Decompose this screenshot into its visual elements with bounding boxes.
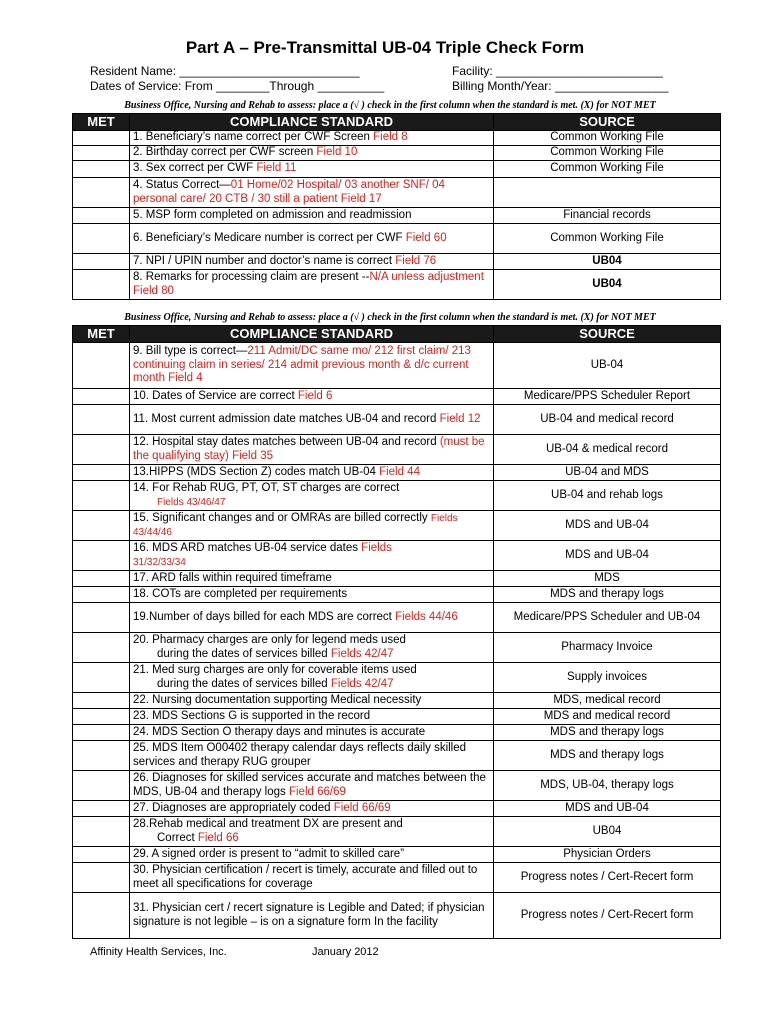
field-reference: Fields — [361, 542, 392, 554]
table-row — [73, 254, 721, 270]
source-header: SOURCE — [494, 326, 721, 343]
standard-text: 27. Diagnoses are appropriately coded — [133, 801, 334, 814]
table-row — [73, 511, 721, 541]
field-reference: Field 44 — [379, 465, 420, 478]
standard-text: 9. Bill type is correct— — [133, 345, 248, 358]
source-cell: Physician Orders — [494, 847, 721, 863]
standard-cell — [130, 725, 494, 741]
standard-text: 24. MDS Section O therapy days and minutes is accurate — [133, 725, 426, 738]
met-checkbox-cell[interactable] — [73, 571, 130, 587]
field-reference: Field 66/69 — [288, 785, 346, 798]
standard-text: 20. Pharmacy charges are only for legend meds used — [133, 634, 406, 646]
table-row — [73, 178, 721, 208]
standard-text: 25. MDS Item O00402 therapy calendar days reflects daily skilled services and therapy RUG grouper — [133, 742, 467, 768]
table-row — [73, 633, 721, 663]
table-row — [73, 224, 721, 254]
met-checkbox-cell[interactable] — [73, 161, 130, 178]
table-row — [73, 389, 721, 405]
field-reference: 01 Home/02 Hospital/ 03 another SNF/ 04 personal care/ 20 CTB / 30 still a patient Field 17 — [133, 179, 445, 205]
standard-text: during the dates of services billed — [157, 647, 331, 660]
met-checkbox-cell[interactable] — [73, 481, 130, 511]
source-cell: UB04 — [494, 270, 721, 300]
standard-cell — [130, 208, 494, 224]
compliance-table-2 — [72, 325, 721, 939]
table-row — [73, 435, 721, 465]
table-row — [73, 146, 721, 161]
met-header: MET — [73, 114, 130, 131]
standard-cell — [130, 801, 494, 817]
standard-text: Correct — [157, 831, 198, 844]
facility-field[interactable]: Facility: _________________________ — [452, 64, 663, 78]
standard-cell — [130, 131, 494, 146]
standard-header: COMPLIANCE STANDARD — [130, 326, 494, 343]
table-row — [73, 270, 721, 300]
standard-text: 16. MDS ARD matches UB-04 service dates — [133, 542, 362, 554]
table-row — [73, 693, 721, 709]
table-row — [73, 771, 721, 801]
footer-date: January 2012 — [312, 946, 379, 958]
table-row — [73, 801, 721, 817]
met-checkbox-cell[interactable] — [73, 208, 130, 224]
source-cell: UB-04 and medical record — [494, 405, 721, 435]
field-reference: Fields 43/44/46 — [133, 513, 458, 538]
met-checkbox-cell[interactable] — [73, 893, 130, 939]
met-checkbox-cell[interactable] — [73, 541, 130, 571]
met-checkbox-cell[interactable] — [73, 254, 130, 270]
standard-cell — [130, 603, 494, 633]
source-cell — [494, 178, 721, 208]
standard-text: 8. Remarks for processing claim are present -- — [133, 271, 370, 283]
standard-cell — [130, 571, 494, 587]
source-cell: MDS and therapy logs — [494, 725, 721, 741]
met-checkbox-cell[interactable] — [73, 178, 130, 208]
met-checkbox-cell[interactable] — [73, 224, 130, 254]
field-reference: Field 10 — [316, 146, 358, 159]
met-checkbox-cell[interactable] — [73, 771, 130, 801]
table-row — [73, 741, 721, 771]
source-cell: Financial records — [494, 208, 721, 224]
source-cell: UB-04 — [494, 343, 721, 389]
field-reference: Field 6 — [297, 389, 333, 402]
met-checkbox-cell[interactable] — [73, 435, 130, 465]
source-cell: Pharmacy Invoice — [494, 633, 721, 663]
field-reference: Fields 44/46 — [395, 610, 458, 623]
met-checkbox-cell[interactable] — [73, 693, 130, 709]
standard-cell — [130, 893, 494, 939]
standard-text: 30. Physician certification / recert is timely, accurate and filled out to meet all specifications for coverage — [133, 864, 478, 890]
source-cell: UB-04 & medical record — [494, 435, 721, 465]
field-reference: Field 76 — [395, 254, 437, 267]
billing-month-field[interactable]: Billing Month/Year: _________________ — [452, 79, 669, 93]
table-row — [73, 405, 721, 435]
field-reference: Field 11 — [256, 162, 297, 175]
field-reference: (must be the qualifying stay) Field 35 — [133, 436, 485, 462]
met-checkbox-cell[interactable] — [73, 801, 130, 817]
standard-cell — [130, 817, 494, 847]
field-reference: 31/32/33/34 — [133, 556, 186, 568]
field-reference: Field 66/69 — [333, 801, 391, 814]
standard-text: 28.Rehab medical and treatment DX are present and — [133, 818, 403, 830]
source-cell: Common Working File — [494, 131, 721, 146]
standard-cell — [130, 224, 494, 254]
table-row — [73, 663, 721, 693]
source-cell: MDS and UB-04 — [494, 801, 721, 817]
met-checkbox-cell[interactable] — [73, 741, 130, 771]
field-reference: Fields 42/47 — [330, 677, 394, 690]
standard-text: 31. Physician cert / recert signature is Legible and Dated; if physician signature is not legible – is on a signature form In the facility — [133, 902, 485, 928]
table-row — [73, 481, 721, 511]
standard-cell — [130, 771, 494, 801]
table-row — [73, 847, 721, 863]
field-reference: 211 Admit/DC same mo/ 212 first claim/ 213 continuing claim in series/ 214 admit previous month & d/c current month Field 4 — [133, 345, 471, 385]
source-cell: MDS, UB-04, therapy logs — [494, 771, 721, 801]
standard-cell — [130, 343, 494, 389]
standard-cell — [130, 663, 494, 693]
standard-text: 23. MDS Sections G is supported in the record — [133, 709, 371, 722]
table-row — [73, 571, 721, 587]
source-cell: Common Working File — [494, 224, 721, 254]
standard-text-continued — [133, 648, 490, 662]
met-checkbox-cell[interactable] — [73, 405, 130, 435]
field-reference: Fields 42/47 — [330, 647, 394, 660]
standard-cell — [130, 146, 494, 161]
table-row — [73, 208, 721, 224]
standard-text: 21. Med surg charges are only for coverable items used — [133, 664, 417, 676]
standard-header: COMPLIANCE STANDARD — [130, 114, 494, 131]
standard-cell — [130, 709, 494, 725]
standard-cell — [130, 863, 494, 893]
standard-text: 11. Most current admission date matches UB-04 and record — [133, 412, 440, 425]
met-checkbox-cell[interactable] — [73, 511, 130, 541]
field-reference: Field 12 — [439, 412, 481, 425]
standard-cell — [130, 465, 494, 481]
standard-cell — [130, 389, 494, 405]
standard-cell — [130, 587, 494, 603]
standard-cell — [130, 741, 494, 771]
standard-text: 17. ARD falls within required timeframe — [133, 571, 332, 584]
resident-name-field[interactable]: Resident Name: ___________________________ — [90, 64, 360, 78]
standard-text: 15. Significant changes and or OMRAs are billed correctly — [133, 512, 431, 524]
source-cell: MDS and therapy logs — [494, 587, 721, 603]
compliance-table-1 — [72, 113, 721, 300]
standard-cell — [130, 405, 494, 435]
field-reference: N/A unless adjustment Field 80 — [133, 271, 484, 297]
standard-text: 5. MSP form completed on admission and readmission — [133, 208, 412, 221]
table-row — [73, 725, 721, 741]
standard-cell — [130, 254, 494, 270]
met-checkbox-cell[interactable] — [73, 343, 130, 389]
standard-text-continued — [133, 832, 490, 846]
standard-text: 14. For Rehab RUG, PT, OT, ST charges are correct — [133, 482, 400, 494]
source-cell: Common Working File — [494, 161, 721, 178]
dates-of-service-field[interactable]: Dates of Service: From ________Through __________ — [90, 79, 385, 93]
footer-company: Affinity Health Services, Inc. — [90, 946, 227, 958]
standard-text: 13.HIPPS (MDS Section Z) codes match UB-04 — [133, 465, 380, 478]
met-checkbox-cell[interactable] — [73, 633, 130, 663]
standard-text: 19.Number of days billed for each MDS are correct — [133, 610, 396, 623]
field-reference: Field 60 — [405, 231, 447, 244]
standard-cell — [130, 511, 494, 541]
standard-text: 12. Hospital stay dates matches between UB-04 and record — [133, 436, 440, 448]
met-header: MET — [73, 326, 130, 343]
met-checkbox-cell[interactable] — [73, 817, 130, 847]
standard-cell — [130, 693, 494, 709]
standard-text: 4. Status Correct— — [133, 179, 231, 191]
met-checkbox-cell[interactable] — [73, 725, 130, 741]
standard-text: 29. A signed order is present to “admit to skilled care” — [133, 847, 405, 860]
standard-cell — [130, 161, 494, 178]
source-cell: MDS and UB-04 — [494, 541, 721, 571]
standard-cell — [130, 435, 494, 465]
source-cell: MDS and UB-04 — [494, 511, 721, 541]
source-header: SOURCE — [494, 114, 721, 131]
standard-cell — [130, 481, 494, 511]
source-cell: UB-04 and rehab logs — [494, 481, 721, 511]
standard-text: 3. Sex correct per CWF — [133, 162, 257, 175]
standard-cell — [130, 178, 494, 208]
table-row — [73, 817, 721, 847]
standard-cell — [130, 541, 494, 571]
met-checkbox-cell[interactable] — [73, 847, 130, 863]
table-row — [73, 863, 721, 893]
standard-cell — [130, 847, 494, 863]
standard-text: 1. Beneficiary’s name correct per CWF Screen — [133, 131, 374, 144]
source-cell: Medicare/PPS Scheduler Report — [494, 389, 721, 405]
table-row — [73, 709, 721, 725]
source-cell: MDS, medical record — [494, 693, 721, 709]
table-row — [73, 161, 721, 178]
field-reference: Fields 43/46/47 — [157, 496, 226, 508]
table-row — [73, 893, 721, 939]
source-cell: Progress notes / Cert-Recert form — [494, 893, 721, 939]
standard-text-continued — [133, 678, 490, 692]
standard-cell — [130, 270, 494, 300]
field-reference: Field 66 — [197, 831, 239, 844]
source-cell: Common Working File — [494, 146, 721, 161]
source-cell: MDS — [494, 571, 721, 587]
source-cell: UB-04 and MDS — [494, 465, 721, 481]
met-checkbox-cell[interactable] — [73, 131, 130, 146]
standard-text: 22. Nursing documentation supporting Medical necessity — [133, 693, 422, 706]
instruction-text-1: Business Office, Nursing and Rehab to assess: place a (√ ) check in the first column when the standard is met. (X) for NOT MET — [124, 100, 656, 111]
met-checkbox-cell[interactable] — [73, 270, 130, 300]
table-row — [73, 343, 721, 389]
met-checkbox-cell[interactable] — [73, 709, 130, 725]
table-row — [73, 541, 721, 571]
standard-text: 18. COTs are completed per requirements — [133, 587, 348, 600]
standard-cell — [130, 633, 494, 663]
standard-text: 10. Dates of Service are correct — [133, 389, 298, 402]
field-reference: Field 8 — [373, 131, 408, 144]
source-cell: MDS and medical record — [494, 709, 721, 725]
instruction-text-2: Business Office, Nursing and Rehab to assess: place a (√ ) check in the first column when the standard is met. (X) for NOT MET — [124, 312, 656, 323]
standard-text: 2. Birthday correct per CWF screen — [133, 146, 317, 159]
source-cell: UB04 — [494, 254, 721, 270]
met-checkbox-cell[interactable] — [73, 863, 130, 893]
met-checkbox-cell[interactable] — [73, 603, 130, 633]
met-checkbox-cell[interactable] — [73, 465, 130, 481]
source-cell: UB04 — [494, 817, 721, 847]
source-cell: MDS and therapy logs — [494, 741, 721, 771]
met-checkbox-cell[interactable] — [73, 146, 130, 161]
page-title: Part A – Pre-Transmittal UB-04 Triple Check Form — [185, 38, 585, 57]
source-cell: Progress notes / Cert-Recert form — [494, 863, 721, 893]
source-cell: Medicare/PPS Scheduler and UB-04 — [494, 603, 721, 633]
standard-text: 7. NPI / UPIN number and doctor’s name is correct — [133, 254, 396, 267]
standard-text: during the dates of services billed — [157, 677, 331, 690]
table-row — [73, 465, 721, 481]
table-row — [73, 587, 721, 603]
source-cell: Supply invoices — [494, 663, 721, 693]
met-checkbox-cell[interactable] — [73, 389, 130, 405]
met-checkbox-cell[interactable] — [73, 587, 130, 603]
standard-text: 6. Beneficiary’s Medicare number is correct per CWF — [133, 231, 406, 244]
table-row — [73, 603, 721, 633]
table-row — [73, 131, 721, 146]
standard-text: 26. Diagnoses for skilled services accurate and matches between the MDS, UB-04 and therapy logs — [133, 772, 486, 798]
met-checkbox-cell[interactable] — [73, 663, 130, 693]
